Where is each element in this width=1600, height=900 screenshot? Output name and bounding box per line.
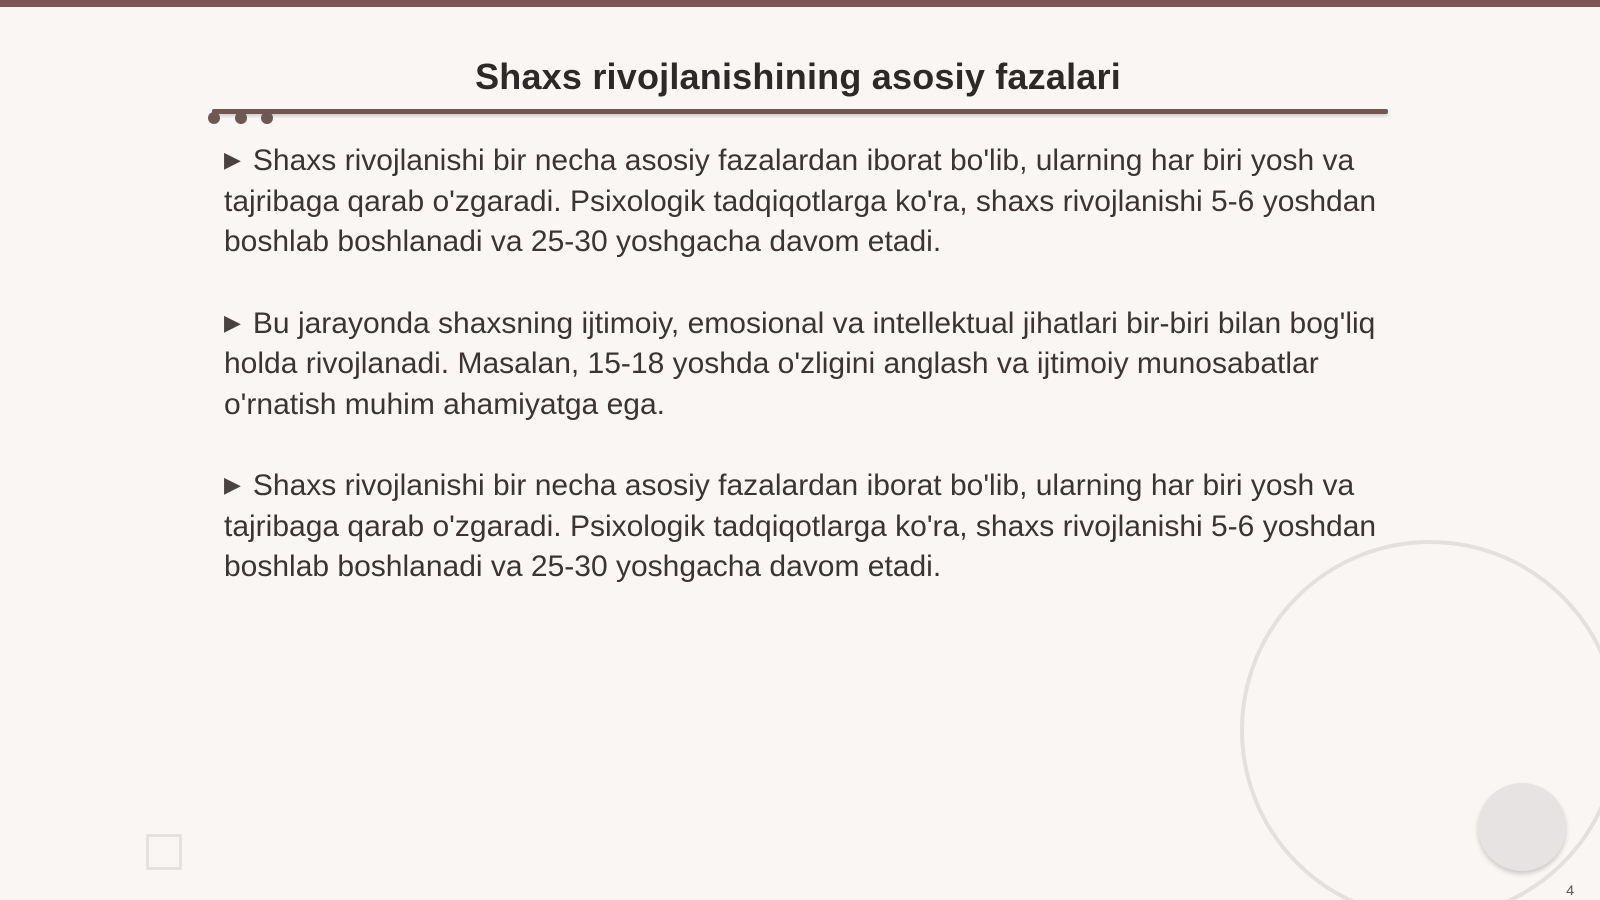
bullet-text: Shaxs rivojlanishi bir necha asosiy fazalardan iborat bo'lib, ularning har biri yosh va tajribaga qarab o'zgaradi. Psixologik tadqiqotlarga ko'ra, shaxs rivojlanishi 5-6 yoshdan boshlab boshlanadi va 25-30 yoshgacha davom etadi. <box>224 144 1377 258</box>
decorative-dot-3 <box>261 112 273 124</box>
bullet-item-3 <box>224 465 1384 588</box>
decorative-dot-1 <box>208 112 220 124</box>
decorative-circle <box>1478 783 1566 871</box>
slide-title: Shaxs rivojlanishining asosiy fazalari <box>475 56 1121 97</box>
top-accent-bar <box>0 0 1600 7</box>
triangle-bullet-icon: ▶ <box>224 147 241 172</box>
decorative-dot-2 <box>235 112 247 124</box>
decorative-square <box>146 834 182 870</box>
bullet-item-1 <box>224 140 1384 263</box>
bullet-text: Bu jarayonda shaxsning ijtimoiy, emosional va intellektual jihatlari bir-biri bilan bog'liq holda rivojlanadi. Masalan, 15-18 yoshda o'zligini anglash va ijtimoiy munosabatlar o'rnatish muhim ahamiyatga ega. <box>224 306 1376 421</box>
bullet-list <box>224 140 1384 628</box>
slide-number: 4 <box>1566 882 1574 898</box>
triangle-bullet-icon: ▶ <box>224 309 241 335</box>
triangle-bullet-icon: ▶ <box>224 472 241 497</box>
title-underline <box>212 109 1388 114</box>
bullet-item-2 <box>224 303 1384 426</box>
bullet-text: Shaxs rivojlanishi bir necha asosiy fazalardan iborat bo'lib, ularning har biri yosh va tajribaga qarab o'zgaradi. Psixologik tadqiqotlarga ko'ra, shaxs rivojlanishi 5-6 yoshdan boshlab boshlanadi va 25-30 yoshgacha davom etadi. <box>224 469 1377 583</box>
